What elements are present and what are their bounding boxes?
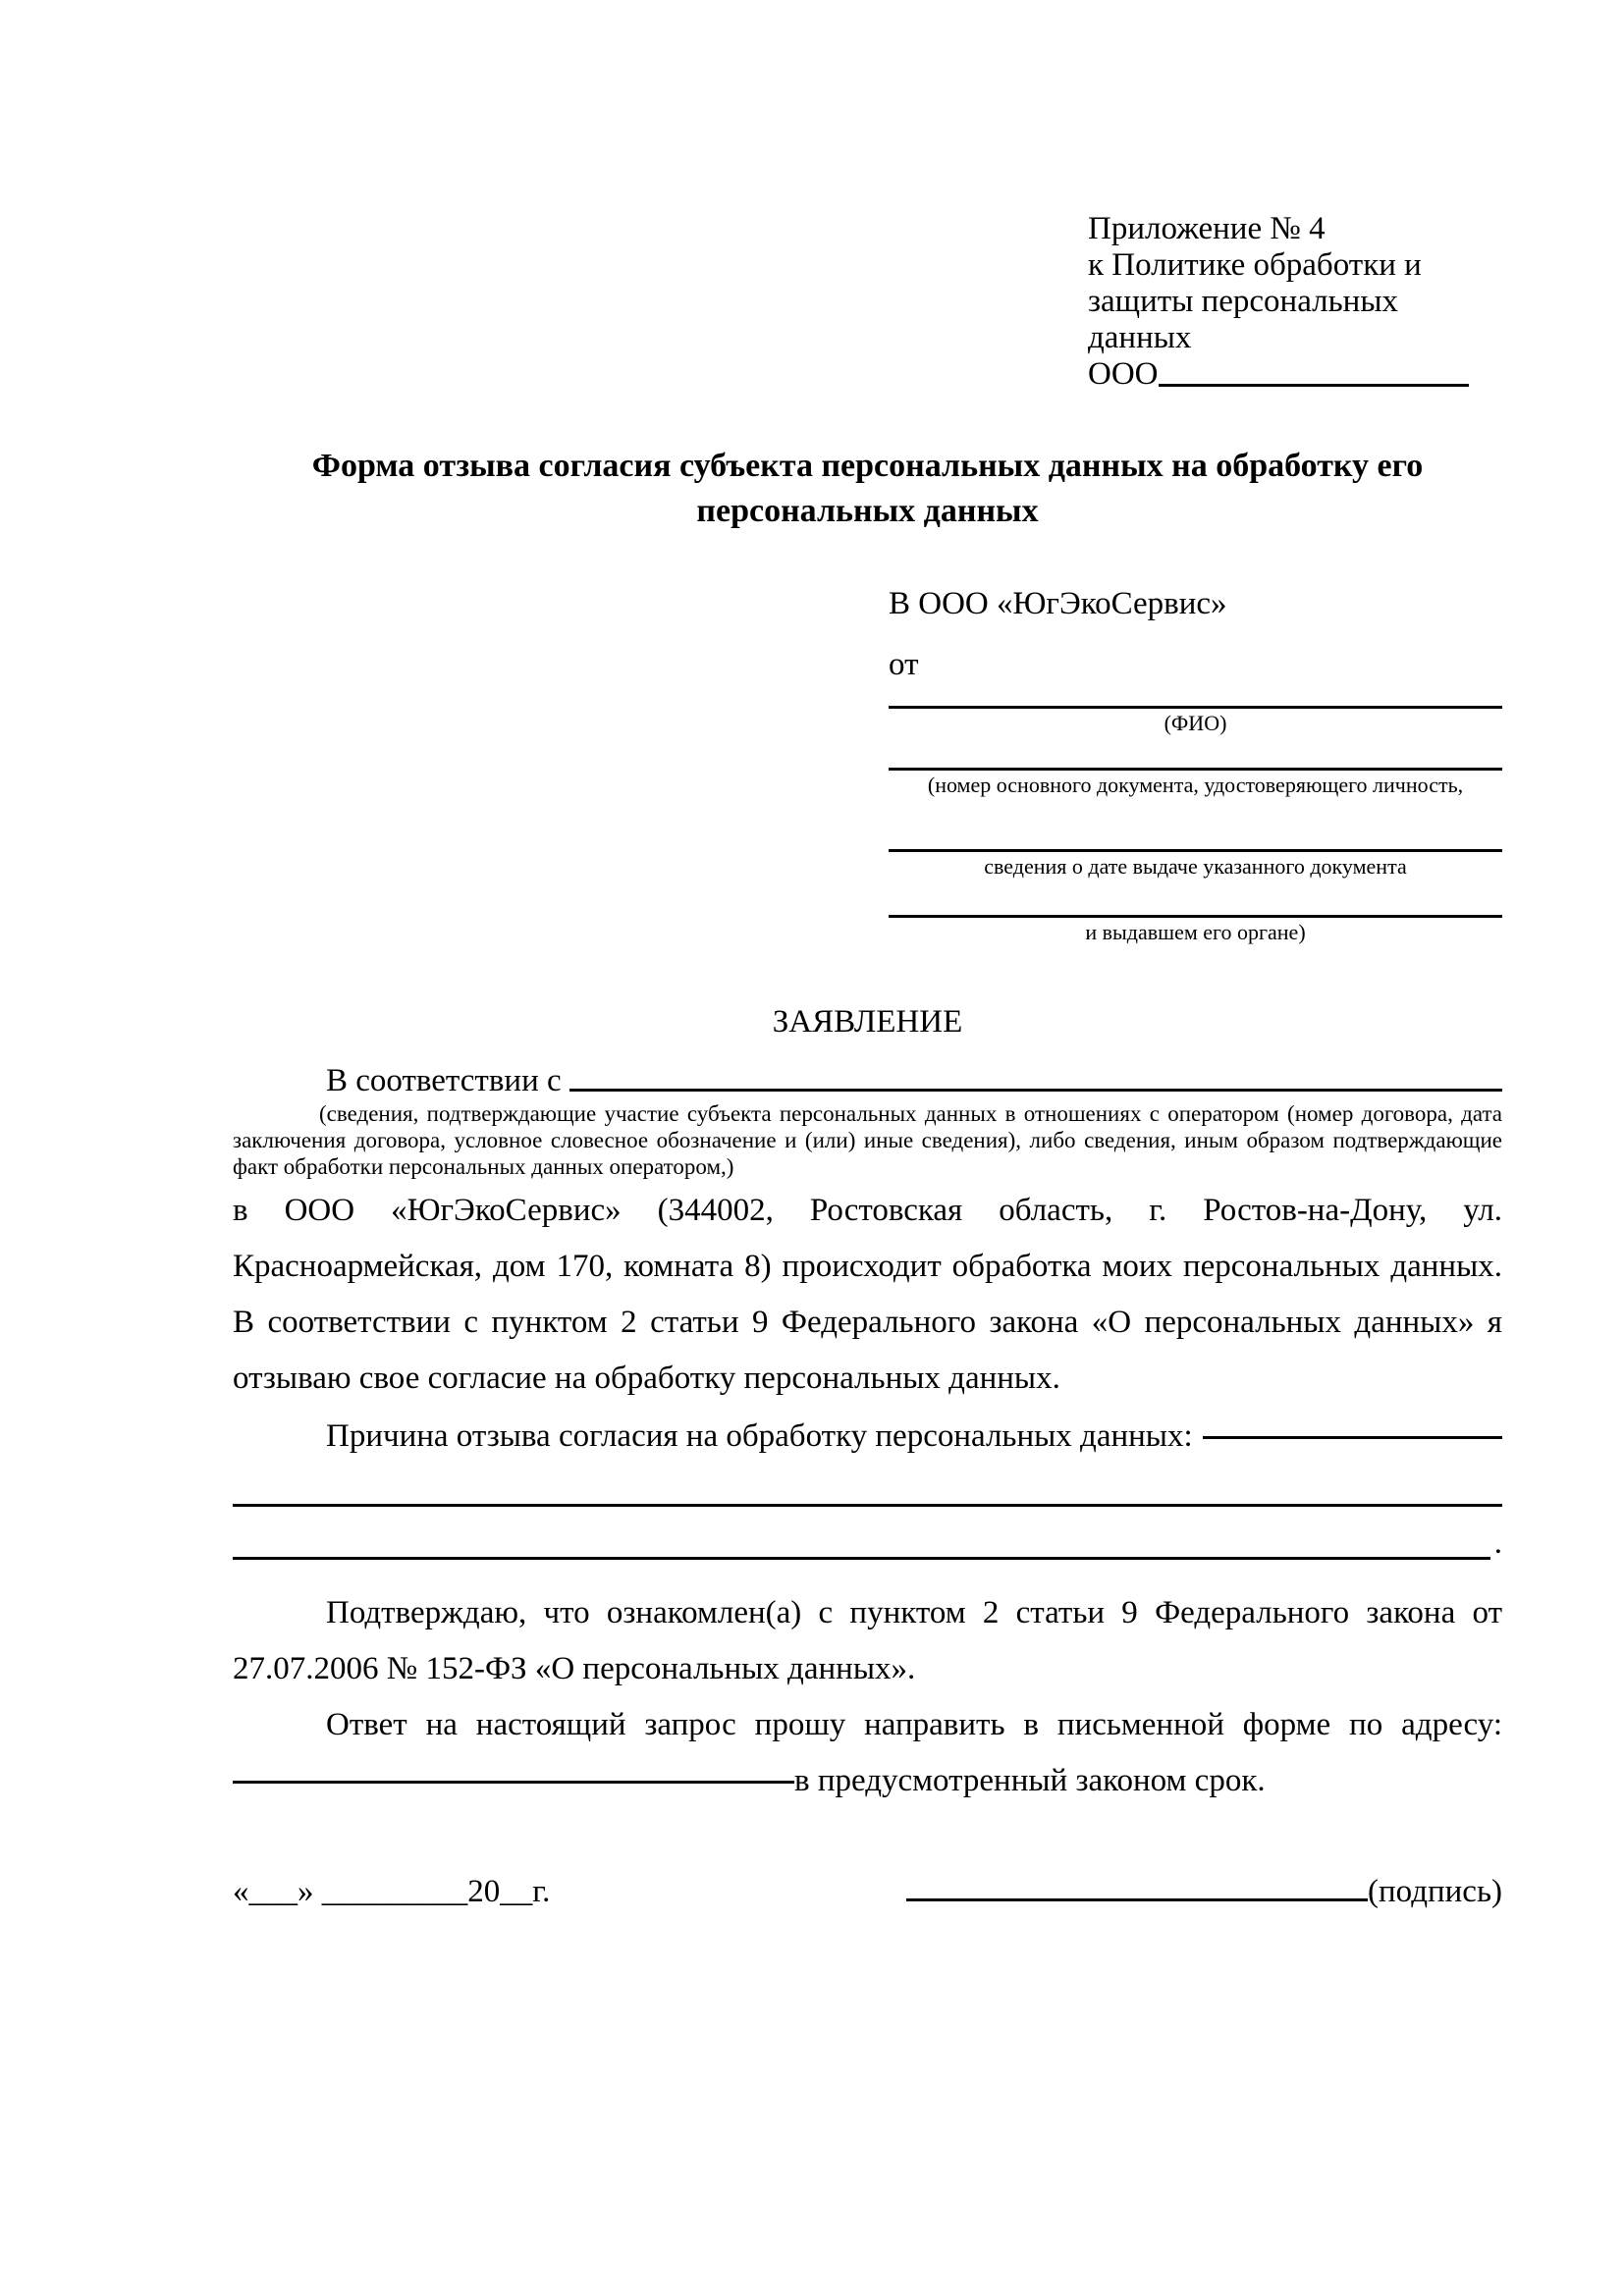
statement-heading: ЗАЯВЛЕНИЕ	[772, 1004, 963, 1040]
appendix-line-2: к Политике обработки и	[1088, 247, 1422, 283]
appendix-line-3: защиты персональных данных	[1088, 284, 1398, 355]
reason-blank-line-2	[233, 1557, 1490, 1560]
document-number-blank-line	[889, 738, 1502, 771]
main-paragraph: в ООО «ЮгЭкоСервис» (344002, Ростовская область, г. Ростов-на-Дону, ул. Красноармейская, дом 170, комната 8) происходит обработка моих персональных данных. В соответствии с пунктом 2 статьи 9 Федерального закона «О персональных данных» я отзываю свое согласие на обработку персональных данных.	[233, 1193, 1502, 1396]
reason-period: .	[1493, 1525, 1502, 1561]
signature-blank-line	[906, 1871, 1368, 1901]
accordance-label: В соответствии с	[326, 1063, 562, 1098]
document-number-caption: (номер основного документа, удостоверяющего личность,	[927, 773, 1464, 797]
issuing-authority-blank-line	[889, 881, 1502, 918]
reply-address-blank-line	[233, 1753, 794, 1784]
reason-blank-line	[1203, 1409, 1502, 1439]
issuing-authority-caption: и выдавшем его органе)	[1085, 920, 1306, 944]
addressee-to: В ООО «ЮгЭкоСервис»	[889, 586, 1227, 621]
appendix-block	[1088, 211, 1502, 393]
reply-tail-text: в предусмотренный законом срок.	[794, 1763, 1266, 1798]
addressee-block	[889, 584, 1502, 947]
form-title: Форма отзыва согласия субъекта персональных данных на обработку его персональных данных	[311, 448, 1424, 529]
reason-line	[233, 1409, 1502, 1465]
issue-date-blank-line	[889, 800, 1502, 852]
signature-caption: (подпись)	[1368, 1874, 1502, 1909]
addressee-from-label: от	[889, 647, 919, 682]
appendix-line-1: Приложение № 4	[1088, 211, 1326, 246]
reason-label: Причина отзыва согласия на обработку персональных данных:	[326, 1418, 1193, 1454]
org-blank-line	[1159, 356, 1470, 387]
issue-date-caption: сведения о дате выдаче указанного документа	[984, 854, 1407, 879]
accordance-blank-line	[569, 1061, 1502, 1092]
reason-extra-blank-line-2	[233, 1507, 1502, 1560]
signature-group	[906, 1870, 1502, 1914]
fio-blank-line	[889, 684, 1502, 709]
document-content	[233, 0, 1502, 1914]
footnote-text: (сведения, подтверждающие участие субъекта персональных данных в отношениях с оператором (номер договора, дата заключения договора, условное словесное обозначение и (или) иные сведения), либо сведения, иным образом подтверждающие факт обработки персональных данных оператором,)	[233, 1101, 1502, 1179]
reply-paragraph-second-line	[233, 1753, 1502, 1809]
appendix-org-line	[1088, 356, 1502, 393]
confirm-paragraph: Подтверждаю, что ознакомлен(а) с пунктом 2 статьи 9 Федерального закона от 27.07.2006 № 152-ФЗ «О персональных данных».	[233, 1595, 1502, 1686]
fio-caption: (ФИО)	[1164, 711, 1227, 735]
date-line: «___» _________20__г.	[233, 1874, 551, 1909]
reason-extra-blank-line-1	[233, 1465, 1502, 1507]
date-signature-row	[233, 1870, 1502, 1914]
org-label: ООО	[1088, 356, 1159, 392]
accordance-line	[233, 1061, 1502, 1100]
reply-paragraph-first-line: Ответ на настоящий запрос прошу направить в письменной форме по адресу:	[326, 1707, 1502, 1742]
